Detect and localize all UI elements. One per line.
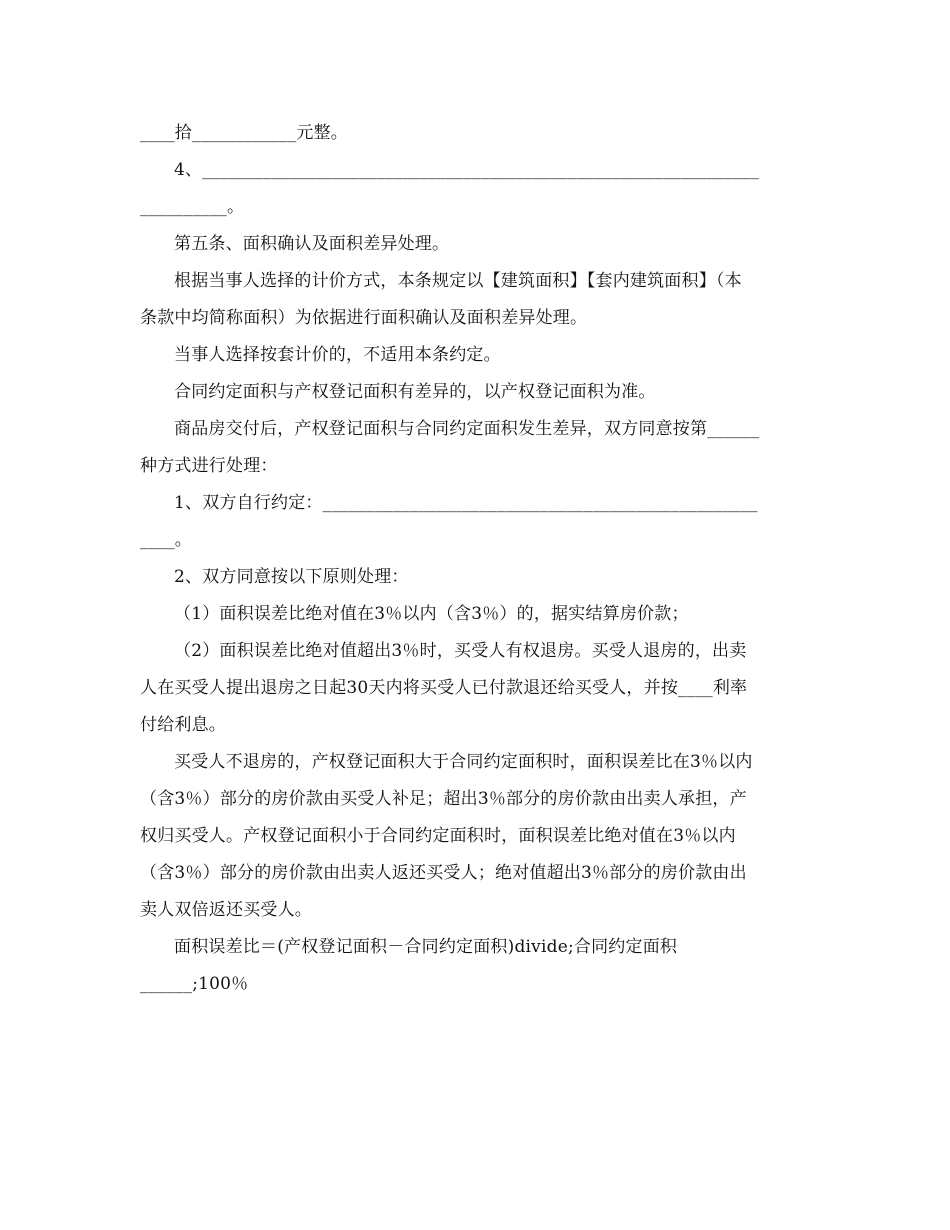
document-line [140, 670, 812, 707]
document-line [140, 337, 812, 374]
document-line [140, 633, 812, 670]
document-line [140, 929, 812, 966]
document-line-text: __________。 [140, 197, 245, 217]
document-line-text: ____。 [140, 530, 192, 550]
document-line-text: 面积误差比＝(产权登记面积－合同约定面积)divide;合同约定面积 [174, 937, 678, 957]
document-line-text: 条款中均简称面积）为依据进行面积确认及面积差异处理。 [140, 308, 588, 328]
document-line [140, 263, 812, 300]
document-line [140, 781, 812, 818]
document-line-text: 商品房交付后，产权登记面积与合同约定面积发生差异，双方同意按第______ [174, 419, 760, 439]
document-line-text: 1、双方自行约定：__________________________________________________ [174, 493, 758, 513]
document-line-text: （含3％）部分的房价款由出卖人返还买受人；绝对值超出3％部分的房价款由出 [140, 863, 747, 883]
document-line [140, 152, 812, 189]
document-line-text: ____拾____________元整。 [140, 123, 348, 143]
document-line-text: 卖人双倍返还买受人。 [140, 900, 312, 920]
document-line [140, 892, 812, 929]
document-line [140, 522, 812, 559]
document-line-text: 权归买受人。产权登记面积小于合同约定面积时，面积误差比绝对值在3％以内 [140, 826, 736, 846]
document-line [140, 115, 812, 152]
document-line [140, 189, 812, 226]
document-line [140, 485, 812, 522]
document-line-text: 第五条、面积确认及面积差异处理。 [174, 234, 450, 254]
document-line [140, 300, 812, 337]
document-line [140, 411, 812, 448]
document-line [140, 818, 812, 855]
document-line [140, 448, 812, 485]
document-line-text: 2、双方同意按以下原则处理： [174, 567, 409, 587]
document-line-text: 种方式进行处理： [140, 456, 278, 476]
document-line-text: 4、________________________________________________________________ [174, 160, 760, 180]
document-line-text: （含3％）部分的房价款由买受人补足；超出3％部分的房价款由出卖人承担，产 [140, 789, 747, 809]
document-line-text: 买受人不退房的，产权登记面积大于合同约定面积时，面积误差比在3％以内 [174, 752, 753, 772]
document-line [140, 707, 812, 744]
document-line [140, 966, 812, 1003]
document-line [140, 559, 812, 596]
document-line [140, 374, 812, 411]
document-line-text: ______;100％ [140, 974, 249, 994]
document-line [140, 226, 812, 263]
document-line [140, 744, 812, 781]
document-line-text: 人在买受人提出退房之日起30天内将买受人已付款退还给买受人，并按____利率 [140, 678, 748, 698]
document-line-text: （1）面积误差比绝对值在3％以内（含3％）的，据实结算房价款； [174, 604, 689, 624]
document-line-text: 当事人选择按套计价的，不适用本条约定。 [174, 345, 501, 365]
document-body [140, 115, 812, 1003]
document-line [140, 855, 812, 892]
document-line-text: 根据当事人选择的计价方式，本条规定以【建筑面积】【套内建筑面积】（本 [174, 271, 742, 291]
document-line-text: 付给利息。 [140, 715, 226, 735]
document-line-text: （2）面积误差比绝对值超出3％时，买受人有权退房。买受人退房的，出卖 [174, 641, 747, 661]
document-line-text: 合同约定面积与产权登记面积有差异的，以产权登记面积为准。 [174, 382, 656, 402]
document-line [140, 596, 812, 633]
